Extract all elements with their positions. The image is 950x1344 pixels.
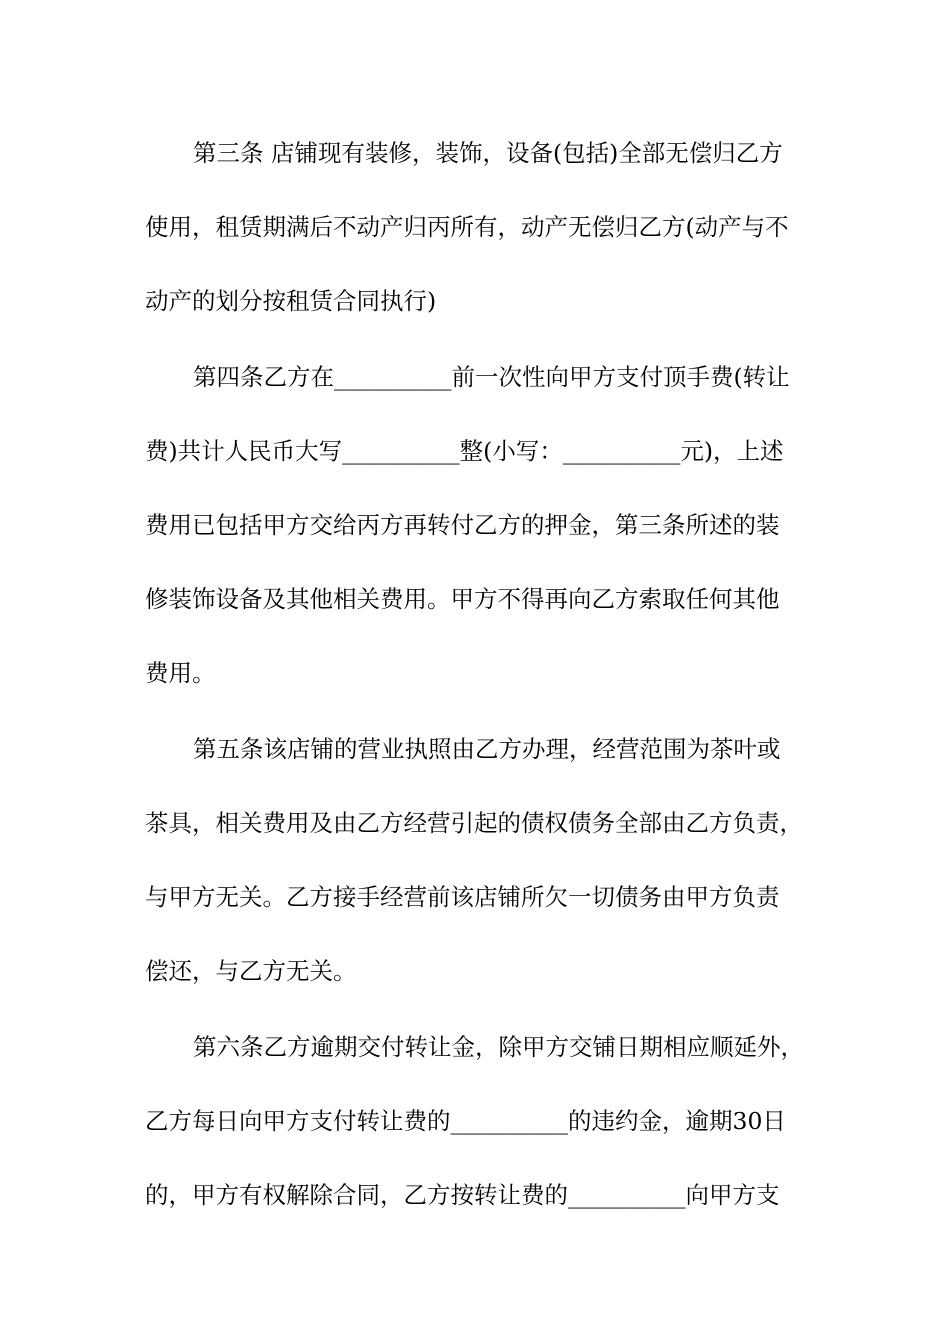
article-6-line-3 [145, 1175, 825, 1215]
article-5-line-1 [193, 729, 873, 769]
article-5-line-4 [145, 951, 825, 991]
article-4-line-4 [145, 579, 825, 619]
article-5-line-2 [145, 803, 825, 843]
article-5-text-1: 第五条该店铺的营业执照由乙方办理，经营范围为茶叶或 [193, 735, 781, 763]
article-3-text-2: 使用，租赁期满后不动产归丙所有，动产无偿归乙方(动产与不 [145, 213, 789, 241]
article-5-text-3: 与甲方无关。乙方接手经营前该店铺所欠一切债务由甲方负责 [145, 883, 780, 911]
article-3-line-2 [145, 207, 825, 247]
article-6-text-2: 乙方每日向甲方支付转让费的__________的违约金，逾期30日 [145, 1107, 786, 1135]
article-4-line-2 [145, 431, 825, 471]
article-5-text-2: 茶具，相关费用及由乙方经营引起的债权债务全部由乙方负责， [145, 809, 803, 837]
article-4-text-5: 费用。 [145, 659, 216, 687]
article-4-text-3: 费用已包括甲方交给丙方再转付乙方的押金，第三条所述的装 [145, 511, 780, 539]
article-4-line-1 [193, 357, 873, 397]
article-3-line-1 [193, 133, 873, 173]
article-6-line-1 [193, 1027, 873, 1067]
article-4-text-1: 第四条乙方在__________前一次性向甲方支付顶手费(转让 [193, 363, 790, 391]
article-6-text-1: 第六条乙方逾期交付转让金，除甲方交铺日期相应顺延外， [193, 1033, 804, 1061]
article-6-line-2 [145, 1101, 825, 1141]
article-5-text-4: 偿还，与乙方无关。 [145, 957, 357, 985]
article-4-line-3 [145, 505, 825, 545]
article-4-text-4: 修装饰设备及其他相关费用。甲方不得再向乙方索取任何其他 [145, 585, 780, 613]
article-3-text-3: 动产的划分按租赁合同执行) [145, 287, 437, 315]
article-5-line-3 [145, 877, 825, 917]
article-3-line-3 [145, 281, 825, 321]
article-4-text-2: 费)共计人民币大写__________整(小写：__________元)，上述 [145, 437, 784, 465]
article-6-text-3: 的，甲方有权解除合同，乙方按转让费的__________向甲方支 [145, 1181, 780, 1209]
article-4-line-5 [145, 653, 825, 693]
article-3-text-1: 第三条 店铺现有装修，装饰，设备(包括)全部无偿归乙方 [193, 139, 783, 167]
